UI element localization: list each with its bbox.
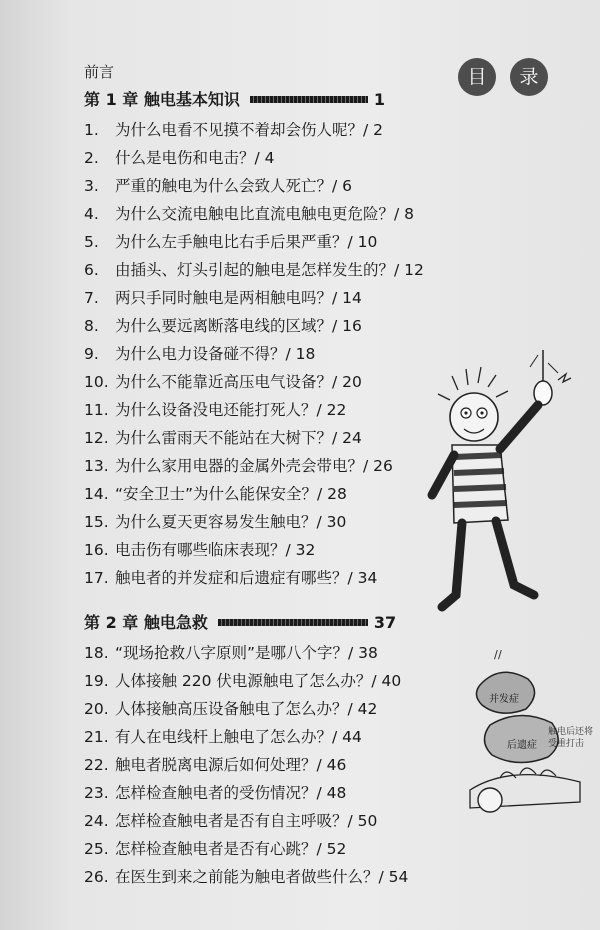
chapter-1-heading[interactable]: [84, 90, 385, 110]
contents-badge-lu: 录: [510, 58, 548, 96]
toc-item[interactable]: [84, 372, 362, 392]
toc-item-number: 22.: [84, 756, 109, 774]
toc-item-number: 26.: [84, 868, 109, 886]
toc-item[interactable]: [84, 512, 346, 532]
toc-item[interactable]: [84, 727, 362, 747]
toc-item-number: 16.: [84, 541, 109, 559]
toc-item-number: 15.: [84, 513, 109, 531]
chapter-1-label: 第 1 章 触电基本知识: [84, 90, 240, 109]
illustration-caption: 触电后还将受重打击: [548, 727, 594, 749]
toc-item[interactable]: [84, 176, 352, 196]
toc-item-text: “安全卫士”为什么能保安全？/ 28: [114, 485, 347, 503]
toc-item-text: 为什么不能靠近高压电气设备？/ 20: [114, 373, 362, 391]
toc-item-number: 19.: [84, 672, 109, 690]
toc-item-number: 20.: [84, 700, 109, 718]
svg-text://: //: [494, 650, 503, 661]
toc-item-text: 怎样检查触电者是否有心跳？/ 52: [114, 840, 347, 858]
toc-item-text: 严重的触电为什么会致人死亡？/ 6: [114, 177, 352, 195]
toc-item[interactable]: [84, 671, 401, 691]
toc-item-text: 为什么电力设备碰不得？/ 18: [114, 345, 316, 363]
toc-item-number: 24.: [84, 812, 109, 830]
toc-item-number: 7.: [84, 289, 99, 307]
toc-item-number: 10.: [84, 373, 109, 391]
toc-item-text: 为什么要远离断落电线的区域？/ 16: [114, 317, 362, 335]
toc-item-text: 什么是电伤和电击？/ 4: [114, 149, 275, 167]
toc-item[interactable]: [84, 204, 414, 224]
toc-item[interactable]: [84, 428, 362, 448]
toc-item-text: 为什么交流电触电比直流电触电更危险？/ 8: [114, 205, 414, 223]
toc-item-text: 触电者的并发症和后遗症有哪些？/ 34: [114, 569, 378, 587]
toc-item[interactable]: [84, 120, 383, 140]
toc-item[interactable]: [84, 316, 362, 336]
toc-item-number: 4.: [84, 205, 99, 223]
face: [450, 393, 498, 441]
chapter-1-leader-bar: [250, 96, 368, 103]
chapter-1-page: 1: [373, 90, 385, 109]
chapter-2-label: 第 2 章 触电急救: [84, 613, 208, 632]
toc-item[interactable]: [84, 783, 346, 803]
chapter-2-heading[interactable]: [84, 613, 396, 633]
toc-item[interactable]: [84, 344, 315, 364]
toc-item-number: 21.: [84, 728, 109, 746]
toc-item-text: 人体接触 220 伏电源触电了怎么办？/ 40: [114, 672, 402, 690]
chapter-2-page: 37: [373, 613, 397, 632]
toc-item[interactable]: [84, 755, 346, 775]
toc-item-number: 2.: [84, 149, 99, 167]
toc-item[interactable]: [84, 456, 393, 476]
toc-item-text: 有人在电线杆上触电了怎么办？/ 44: [114, 728, 362, 746]
toc-item-text: 在医生到来之前能为触电者做些什么？/ 54: [114, 868, 409, 886]
toc-item-number: 23.: [84, 784, 109, 802]
toc-item[interactable]: [84, 484, 347, 504]
toc-item-text: 电击伤有哪些临床表现？/ 32: [114, 541, 316, 559]
toc-item-number: 1.: [84, 121, 99, 139]
toc-item[interactable]: [84, 288, 362, 308]
toc-item[interactable]: [84, 540, 315, 560]
toc-item-text: 触电者脱离电源后如何处理？/ 46: [114, 756, 347, 774]
legs: [442, 521, 534, 607]
toc-item[interactable]: [84, 232, 377, 252]
toc-item-text: 怎样检查触电者是否有自主呼吸？/ 50: [114, 812, 378, 830]
toc-item-number: 18.: [84, 644, 109, 662]
toc-item-number: 25.: [84, 840, 109, 858]
toc-item-text: 为什么设备没电还能打死人？/ 22: [114, 401, 347, 419]
toc-item[interactable]: [84, 811, 377, 831]
crushed-head: [478, 788, 502, 812]
shocked-man-illustration: [418, 345, 598, 625]
toc-item-number: 3.: [84, 177, 99, 195]
toc-item[interactable]: [84, 867, 408, 887]
toc-item-number: 5.: [84, 233, 99, 251]
toc-item[interactable]: [84, 839, 346, 859]
contents-badge-mu: 目: [458, 58, 496, 96]
rock-top: [476, 672, 534, 713]
raised-arm: [500, 405, 538, 449]
toc-item-text: 由插头、灯头引起的触电是怎样发生的？/ 12: [114, 261, 424, 279]
toc-item[interactable]: [84, 148, 274, 168]
rock-top-label: 并发症: [489, 694, 519, 705]
toc-item[interactable]: [84, 568, 377, 588]
toc-item[interactable]: [84, 699, 377, 719]
toc-item[interactable]: [84, 400, 346, 420]
toc-item-text: 两只手同时触电是两相触电吗？/ 14: [114, 289, 362, 307]
foreword-entry[interactable]: 前言: [84, 63, 115, 81]
toc-item-text: 为什么夏天更容易发生触电？/ 30: [114, 513, 347, 531]
toc-item-number: 6.: [84, 261, 99, 279]
toc-item-number: 17.: [84, 569, 109, 587]
toc-item-text: 为什么电看不见摸不着却会伤人呢？/ 2: [114, 121, 383, 139]
toc-item-number: 13.: [84, 457, 109, 475]
toc-item-text: 为什么雷雨天不能站在大树下？/ 24: [114, 429, 362, 447]
spark-icon: [558, 374, 571, 382]
toc-item-text: 为什么左手触电比右手后果严重？/ 10: [114, 233, 378, 251]
toc-item-text: 人体接触高压设备触电了怎么办？/ 42: [114, 700, 378, 718]
rock-mid-label: 后遗症: [507, 740, 537, 751]
toc-item-number: 14.: [84, 485, 109, 503]
toc-item-number: 9.: [84, 345, 99, 363]
toc-item-number: 8.: [84, 317, 99, 335]
toc-item[interactable]: [84, 643, 378, 663]
toc-item-number: 12.: [84, 429, 109, 447]
toc-item-text: 怎样检查触电者的受伤情况？/ 48: [114, 784, 347, 802]
toc-item-text: “现场抢救八字原则”是哪八个字？/ 38: [114, 644, 378, 662]
toc-item-text: 为什么家用电器的金属外壳会带电？/ 26: [114, 457, 393, 475]
chapter-2-leader-bar: [218, 619, 368, 626]
toc-item-number: 11.: [84, 401, 109, 419]
toc-item[interactable]: [84, 260, 424, 280]
lowered-arm: [432, 455, 454, 495]
